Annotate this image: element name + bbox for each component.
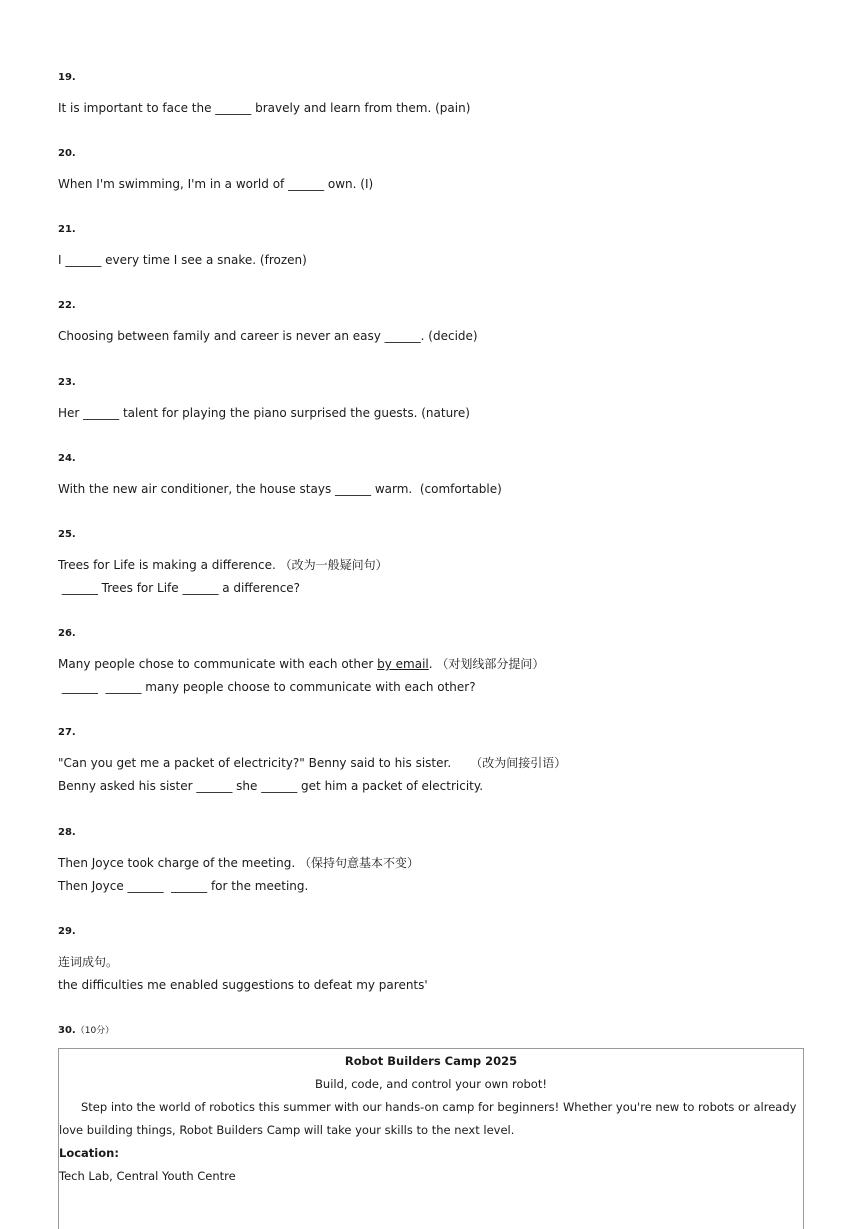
question-text: When I'm swimming, I'm in a world of ______ own. (I): [58, 177, 374, 191]
question-instruction: 连词成句。: [58, 955, 119, 969]
question-number: 22.: [58, 300, 76, 311]
passage-subtitle: Build, code, and control your own robot!: [315, 1077, 547, 1091]
question-text: I ______ every time I see a snake. (frozen): [58, 253, 307, 267]
question-number: 23.: [58, 377, 76, 388]
question-number: 21.: [58, 224, 76, 235]
question-number: [58, 1024, 818, 1038]
reading-passage-box: [58, 1048, 804, 1229]
question-19: [58, 71, 818, 120]
question-number: 19.: [58, 72, 76, 83]
question-text: Then Joyce took charge of the meeting. （保持句意基本不变）: [58, 856, 419, 870]
passage-intro: Step into the world of robotics this summer with our hands-on camp for beginners! Whether you're new to robots or already love building things, Robot Builders Camp will take your skills to the next level.: [59, 1100, 797, 1137]
answer-line: Benny asked his sister ______ she ______ get him a packet of electricity.: [58, 779, 484, 793]
underlined-phrase: by email: [377, 657, 429, 671]
question-27: [58, 726, 818, 798]
question-text: [58, 653, 818, 676]
passage-title: Robot Builders Camp 2025: [344, 1054, 518, 1068]
question-number: 20.: [58, 148, 76, 159]
question-text: Choosing between family and career is never an easy ______. (decide): [58, 329, 478, 343]
question-text: "Can you get me a packet of electricity?" Benny said to his sister. （改为间接引语）: [58, 756, 567, 770]
points-label: （10分）: [75, 1026, 115, 1036]
question-text-pre: Many people chose to communicate with each other: [58, 657, 378, 671]
question-number: 26.: [58, 628, 76, 639]
question-number: 27.: [58, 727, 76, 738]
location-label: Location:: [59, 1146, 119, 1160]
question-26: [58, 627, 818, 699]
question-24: [58, 452, 818, 501]
question-22: [58, 299, 818, 348]
question-30: [58, 1024, 818, 1038]
question-number: 29.: [58, 926, 76, 937]
question-number: 28.: [58, 827, 76, 838]
question-text-post: . （对划线部分提问）: [428, 657, 545, 671]
question-number-label: 30.: [58, 1025, 76, 1036]
question-number: 24.: [58, 453, 76, 464]
question-20: [58, 147, 818, 196]
question-text: Her ______ talent for playing the piano surprised the guests. (nature): [58, 406, 470, 420]
question-text: With the new air conditioner, the house stays ______ warm. (comfortable): [58, 482, 502, 496]
question-29: [58, 925, 818, 997]
question-25: [58, 528, 818, 600]
location-value: Tech Lab, Central Youth Centre: [59, 1169, 236, 1183]
question-text: Trees for Life is making a difference. （改为一般疑问句）: [58, 558, 388, 572]
answer-line: ______ ______ many people choose to communicate with each other?: [58, 680, 476, 694]
word-list: the difficulties me enabled suggestions to defeat my parents': [58, 978, 428, 992]
answer-line: Then Joyce ______ ______ for the meeting.: [58, 879, 309, 893]
question-28: [58, 826, 818, 898]
question-23: [58, 376, 818, 425]
answer-line: ______ Trees for Life ______ a difference?: [58, 581, 301, 595]
question-21: [58, 223, 818, 272]
question-text: It is important to face the ______ bravely and learn from them. (pain): [58, 101, 471, 115]
question-number: 25.: [58, 529, 76, 540]
